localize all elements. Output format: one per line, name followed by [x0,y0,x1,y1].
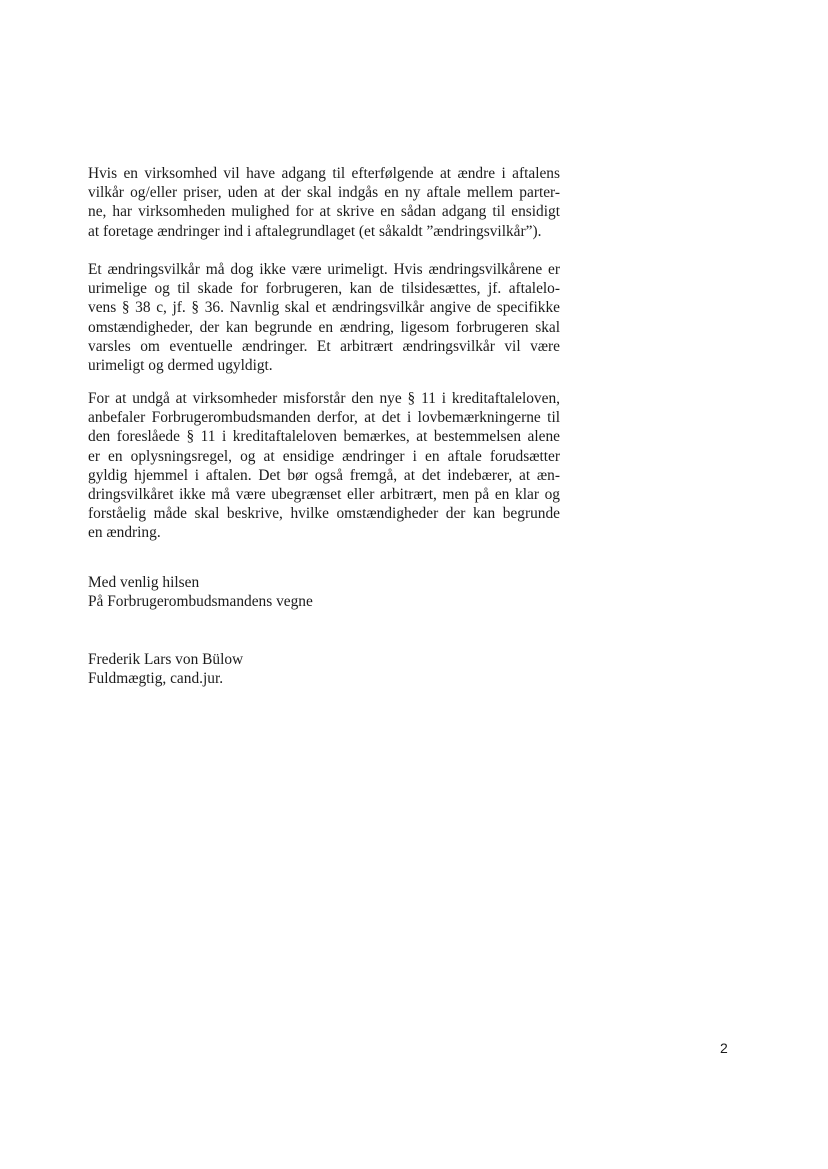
paragraph-line: dringsvilkåret ikke må være ubegrænset eller arbitrært, men på en klar og [88,486,560,504]
paragraph-line: omstændigheder, der kan begrunde en ændring, ligesom forbrugeren skal [88,318,560,336]
paragraph-line: Hvis en virksomhed vil have adgang til efterfølgende at ændre i aftalens [88,165,560,182]
paragraph-line: en ændring. [88,524,161,542]
paragraph-line: varsles om eventuelle ændringer. Et arbitrært ændringsvilkår vil være [88,337,560,355]
paragraph-line: ne, har virksomheden mulighed for at skrive en sådan adgang til ensidigt [88,203,560,221]
paragraph-line: forståelig måde skal beskrive, hvilke omstændigheder der kan begrunde [88,505,560,523]
paragraph-3 [88,389,560,543]
signature-name: Frederik Lars von Bülow [88,651,244,668]
signature [88,650,243,688]
paragraph-line: Et ændringsvilkår må dog ikke være urimeligt. Hvis ændringsvilkårene er [88,261,560,278]
paragraph-line: urimeligt og dermed ugyldigt. [88,357,273,375]
paragraph-2 [88,260,560,375]
paragraph-line: er en oplysningsregel, og at ensidige ændringer i en aftale forudsætter [88,447,560,465]
paragraph-line: For at undgå at virksomheder misforstår den nye § 11 i kreditaftaleloven, [88,390,560,407]
closing-greeting: Med venlig hilsen [88,574,200,591]
paragraph-line: vilkår og/eller priser, uden at der skal indgås en ny aftale mellem parter- [88,184,560,202]
paragraph-line: gyldig hjemmel i aftalen. Det bør også fremgå, at det indebærer, at æn- [88,466,560,484]
page-number: 2 [720,1040,728,1056]
paragraph-line: vens § 38 c, jf. § 36. Navnlig skal et ændringsvilkår angive de specifikke [88,299,560,317]
paragraph-line: urimelige og til skade for forbrugeren, kan de tilsidesættes, jf. aftalelo- [88,280,560,298]
closing-on-behalf: På Forbrugerombudsmandens vegne [88,593,313,611]
paragraph-line: den foreslåede § 11 i kreditaftaleloven bemærkes, at bestemmelsen alene [88,428,560,446]
paragraph-line: anbefaler Forbrugerombudsmanden derfor, at det i lovbemærkningerne til [88,409,560,427]
closing [88,573,313,611]
signature-title: Fuldmægtig, cand.jur. [88,670,224,688]
paragraph-line: at foretage ændringer ind i aftalegrundlaget (et såkaldt ”ændringsvilkår”). [88,222,542,240]
paragraph-1 [88,164,560,241]
